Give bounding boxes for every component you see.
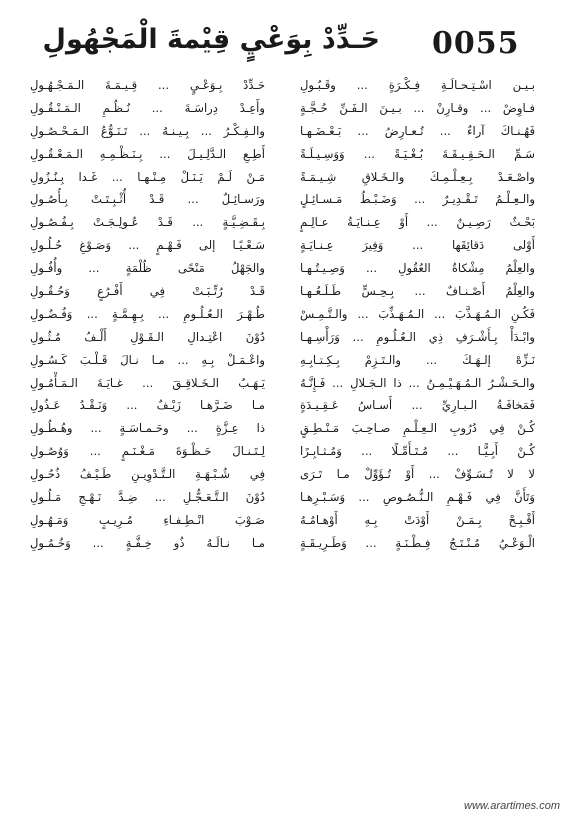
first-hemistich: كُـنْ أَبِـيًّـا ... مُـتَـأَمِّـلًا ... وَمُـثـابِـرًا: [300, 444, 535, 459]
first-hemistich: واصْـعَـدْ بِـعِـلْـمِـكَ والـخَـلاقِ شِـيـمَـةً: [300, 169, 535, 184]
second-hemistich: طُـهْـرَ الـعُـلُـومِ ... بِـهِـمَّـةٍ ... وَفُـضُـولِ: [30, 306, 265, 321]
verse-line: [30, 509, 535, 532]
verse-line: [30, 417, 535, 440]
first-hemistich: والـعِـلْـمُ تَـقْـدِيـرٌ ... وَضَـبْـطُ مَـسـائِـلٍ: [300, 192, 535, 207]
second-hemistich: والـفِـكْـرُ ... بِـيـنـهُ ... تَـنَـوُّعُ الـمَـحْـصُـولِ: [30, 123, 265, 138]
second-hemistich: ورَسـائِـلٌ ... قَـدْ أُثْـبِـتَـتْ بِـأُصُـولِ: [30, 192, 265, 207]
second-hemistich: فِي شُـبْـهَـةِ الـتَّـدْوِيـنِ طَـيْـفُ ذُحُـولِ: [30, 467, 265, 482]
first-hemistich: سَـمِّ الـحَـقِـيـقَـةَ بُـغْـيَـةً ... وَوَسِـيـلَـةً: [300, 146, 535, 161]
verse-line: [30, 257, 535, 280]
verse-line: [30, 74, 535, 97]
second-hemistich: والجَهْلُ مَنْحًى ظُلْمَةٍ ... وأُفُـولِ: [30, 261, 265, 276]
first-hemistich: كُـنْ فِي دُرُوبِ الـعِـلْـمِ صـاحِـبَ مَـنْـطِـقٍ: [300, 421, 535, 436]
verse-line: [30, 440, 535, 463]
verse-line: [30, 166, 535, 189]
first-hemistich: أَقْـبِـحْ بِـمَـنْ أَوْدَتْ بِـهِ أَوْهـامُـهُ: [300, 512, 535, 527]
first-hemistich: والـحَـشْـرُ الـمُـهَـيْـمِـنُ ... ذا الـجَـلالِ ... فَـإِنَّـهُ: [300, 375, 535, 390]
first-hemistich: لا لا تُـسَـوِّفْ ... أَوْ تُـؤَوِّلْ مـا تَـرَى: [300, 467, 535, 482]
first-hemistich: أَوْلى دَقائِقَها ... وَفِيرَ عِـنـايَـةٍ: [300, 238, 535, 253]
verse-line: [30, 372, 535, 395]
verse-line: [30, 143, 535, 166]
first-hemistich: فـاوِضْ ... وقـارِنْ ... بـيـنَ الـفَـنِّ حُـجَّـةٍ: [300, 100, 535, 115]
second-hemistich: وأَعِـدْ دِراسَـةَ ... نُـظُـمِ الـمَـنْـقُـولِ: [30, 100, 265, 115]
first-hemistich: فَمَخافَـةُ الـبـارِيِّ ... أَسـاسُ عَـقِـيـدَةٍ: [300, 398, 535, 413]
first-hemistich: بـيـن اسْـتِـحـالَـةِ فِـكْـرَةٍ ... وقَـبُـولِ: [300, 78, 535, 92]
first-hemistich: فَكُـنِ الـمُـهَـذَّبَ ... الـمُـهَـذِّبَ ... والـتَّـمِـسْ: [300, 306, 535, 321]
first-hemistich: فَهُـنـاكَ آراءٌ ... تُـعـارِضُ ... بَـعْـضَـهـا: [300, 123, 535, 138]
second-hemistich: مـا ضَـرَّهـا زَيْـفٌ ... وَنَـقْـدُ عَـذُولِ: [30, 398, 265, 413]
first-hemistich: وَتَأَنَّ فِي فَـهْـمِ الـنُّـصُـوصِ ... وَسَـبْـرِهـا: [300, 490, 535, 505]
first-hemistich: الْـوَعْـيُ مُـنْـتَـجُ فِـطْـنَـةٍ ... وَطَـرِيـقَـةٍ: [300, 535, 535, 550]
first-hemistich: نَـزِّهْ إلـهَـكَ ... والـتَـزِمْ بِـكِـتـابِـهِ: [300, 352, 535, 367]
verse-line: [30, 188, 535, 211]
second-hemistich: سَـعْـيًـا إلى فَـهْـمٍ ... وَصَـوْغِ حُـلُـولِ: [30, 238, 265, 253]
verse-line: [30, 463, 535, 486]
second-hemistich: دُوْنَ الـتَّـعَـجُّـلِ ... ضِـدَّ نَـهْـجِ مَـلُـولِ: [30, 490, 265, 505]
second-hemistich: لِـتَـنـالَ حَـظْـوَةَ مَـغْـنَـمٍ ... وَوُصُـولِ: [30, 444, 265, 459]
second-hemistich: قَـدْ رُتِّـبَـتْ فِي أَفْـرُعٍ وَحُـقُـولِ: [30, 284, 265, 299]
verse-line: [30, 234, 535, 257]
second-hemistich: أَطِـعِ الـدَّلِـيـلَ ... بِـنَـظْـمِـهِ الـمَـعْـقُـولِ: [30, 146, 265, 161]
verse-line: [30, 303, 535, 326]
verse-line: [30, 120, 535, 143]
first-hemistich: بَحْـثٌ رَصِـيـنٌ ... أَوْ عِـنـايَـةُ عـالِـمٍ: [300, 215, 535, 230]
second-hemistich: دُوْنَ اعْتِـدالِ الـقَـوْلِ أَلْـفُ مُـثُـولِ: [30, 329, 265, 344]
verse-line: [30, 211, 535, 234]
verse-line: [30, 532, 535, 555]
second-hemistich: حَـدِّدْ بِـوَعْـيٍ ... قِـيـمَـةَ الـمَـجْـهُـولِ: [30, 78, 265, 92]
poem-number: 0055: [432, 26, 520, 61]
verse-line: [30, 97, 535, 120]
second-hemistich: صَـوْبَ انْـطِـفـاءِ مُـرِيـبٍ وَمَـهُـولِ: [30, 512, 265, 527]
footer-url: www.arartimes.com: [464, 800, 560, 812]
verse-line: [30, 394, 535, 417]
verse-list: [30, 74, 535, 614]
second-hemistich: بِـقَـضِـيَّـةٍ ... قَـدْ عُـولِـجَـتْ بِـفُـصُـولِ: [30, 215, 265, 230]
first-hemistich: والعِلْمُ مِشْكاةُ العُقُولِ ... وَصِـيـتُـهـا: [300, 261, 535, 276]
page-header: [0, 22, 580, 72]
verse-line: [30, 486, 535, 509]
second-hemistich: يَـهَـبُ الـخَـلاقِـقَ ... غـايَـةَ الـمَـأْمُـولِ: [30, 375, 265, 390]
verse-line: [30, 326, 535, 349]
second-hemistich: مـا نـالَـهُ ذُو خِـفَّـةٍ ... وَخُـمُـولِ: [30, 535, 265, 550]
first-hemistich: والعِلْمُ أَصْـنـافٌ ... بِـحِـسٍّ طَـلَـعُـهـا: [300, 284, 535, 299]
poem-title: حَـدِّدْ بِوَعْيٍ قِيْمةَ الْمَجْهُولِ: [42, 24, 380, 55]
second-hemistich: مَـنْ لَـمْ يَـنَـلْ مِـنْـهـا ... غَـدا بِـنُـزُولِ: [30, 169, 265, 184]
verse-line: [30, 280, 535, 303]
verse-line: [30, 349, 535, 372]
second-hemistich: واعْـمَـلْ بِـهِ ... مـا نـالَ قَـلْـبَ كَـسُـولِ: [30, 352, 265, 367]
first-hemistich: وابْـدَأْ بِـأَشْـرَفِ ذِي الـعُـلُـومِ ... وَرَأْسِـهـا: [300, 329, 535, 344]
second-hemistich: ذا عِـزَّةٍ ... وحَـمـاسَـةٍ ... وهُـطُـولِ: [30, 421, 265, 436]
